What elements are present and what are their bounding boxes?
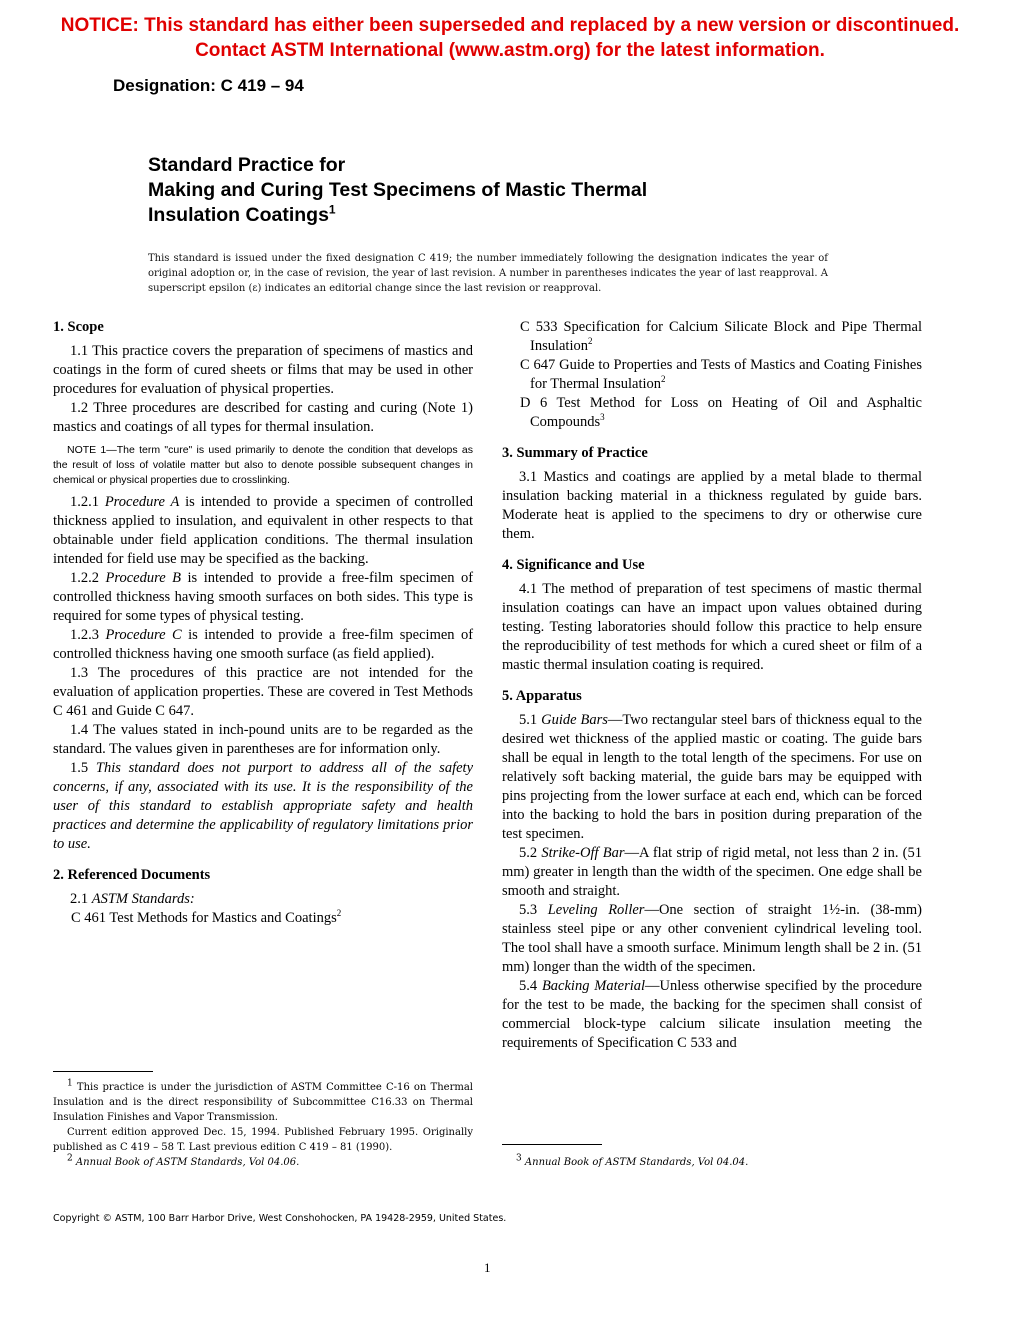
footnote-3: $^3$ Annual Book of ASTM Standards, Vol 04.04. bbox=[516, 1153, 749, 1168]
title-line-1: Standard Practice for bbox=[148, 154, 346, 176]
para-1-2: 1.2 Three procedures are described for casting and curing (Note 1) mastics and coatings of all types for thermal insulation. bbox=[53, 400, 473, 435]
para-1-1: 1.1 This practice covers the preparation of specimens of mastics and coatings in the form of cured sheets or films that may be used in other procedures for evaluation of physical properties. bbox=[53, 343, 473, 397]
para-1-2-3: 1.2.3 Procedure C is intended to provide a free-film specimen of controlled thickness having one smooth surface (as field applied). bbox=[53, 627, 474, 662]
para-2-1: 2.1 ASTM Standards: bbox=[70, 891, 195, 907]
title-footnote-mark: 1 bbox=[328, 202, 336, 217]
para-1-2-2: 1.2.2 Procedure B is intended to provide a free-film specimen of controlled thickness having smooth surfaces on both sides. This type is required for some types of physical testing. bbox=[53, 570, 474, 624]
para-1-4: 1.4 The values stated in inch-pound units are to be regarded as the standard. The values given in parentheses are for information only. bbox=[53, 722, 473, 757]
issued-note: This standard is issued under the fixed designation C 419; the number immediately following the designation indicates the year of original adoption or, in the case of revision, the year of last revision. A number in parentheses indicates the year of last reapproval. A superscript epsilon (ε) indicates an editorial change since the last revision or reapproval. bbox=[148, 253, 828, 294]
ref-d6: D 6 Test Method for Loss on Heating of Oil and Asphaltic Compounds$^3$ bbox=[520, 395, 922, 430]
left-column bbox=[53, 318, 473, 928]
ref-c461: C 461 Test Methods for Mastics and Coatings$^2$ bbox=[71, 908, 342, 926]
section-5-heading: 5. Apparatus bbox=[502, 688, 582, 704]
section-2-heading: 2. Referenced Documents bbox=[53, 867, 211, 883]
para-4-1: 4.1 The method of preparation of test specimens of mastic thermal insulation coatings can have an impact upon values obtained during testing. Testing laboratories should follow this practice to help ensure the reproducibility of test methods for which a cured sheet or film of a mastic thermal insulation coating is required. bbox=[502, 581, 922, 673]
footnotes-left bbox=[53, 1080, 473, 1170]
copyright: Copyright © ASTM, 100 Barr Harbor Drive, West Conshohocken, PA 19428-2959, United States. bbox=[53, 1213, 507, 1224]
title-line-2: Making and Curing Test Specimens of Mastic Thermal bbox=[148, 179, 648, 201]
section-3-heading: 3. Summary of Practice bbox=[502, 445, 648, 461]
note-1: NOTE 1—The term "cure" is used primarily to denote the condition that develops as the result of loss of volatile matter but also to denote possible subsequent changes in chemical or physical properties due to crosslinking. bbox=[53, 444, 473, 486]
para-3-1: 3.1 Mastics and coatings are applied by a metal blade to thermal insulation backing material in a thickness regulated by guide bars. Moderate heat is applied to the specimens to dry or otherwise cure them. bbox=[502, 469, 922, 542]
notice-line-1: NOTICE: This standard has either been superseded and replaced by a new version or discontinued. bbox=[60, 15, 960, 36]
para-1-3: 1.3 The procedures of this practice are not intended for the evaluation of application properties. These are covered in Test Methods C 461 and Guide C 647. bbox=[53, 665, 473, 719]
para-5-2: 5.2 Strike-Off Bar—A flat strip of rigid metal, not less than 2 in. (51 mm) greater in length than the width of the specimen. One edge shall be smooth and straight. bbox=[502, 845, 922, 899]
section-1-heading: 1. Scope bbox=[53, 319, 104, 335]
para-1-5: 1.5 This standard does not purport to address all of the safety concerns, if any, associated with its use. It is the responsibility of the user of this standard to establish appropriate safety and health practices and determine the applicability of regulatory limitations prior to use. bbox=[53, 760, 474, 852]
footnote-rule-left bbox=[53, 1071, 153, 1072]
footnote-2: $^2$ Annual Book of ASTM Standards, Vol 04.06. bbox=[67, 1153, 300, 1168]
para-5-3: 5.3 Leveling Roller—One section of straight 1½-in. (38-mm) stainless steel pipe or any other convenient cylindrical leveling tool. The tool shall have a smooth surface. Minimum length shall be 2 in. (51 mm) longer than the width of the specimen. bbox=[502, 902, 923, 975]
footnote-1: $^1$ This practice is under the jurisdiction of ASTM Committee C-16 on Thermal Insulation and is the direct responsibility of Subcommittee C16.33 on Thermal Insulation Finishes and Vapor Transmission. bbox=[53, 1078, 473, 1123]
designation: Designation: C 419 – 94 bbox=[113, 76, 304, 95]
section-4-heading: 4. Significance and Use bbox=[502, 557, 645, 573]
title-line-3: Insulation Coatings$^1$ bbox=[148, 202, 336, 226]
para-1-2-1: 1.2.1 Procedure A is intended to provide a specimen of controlled thickness applied to insulation, and equivalent in other respects to that obtainable under field application conditions. The thermal insulation intended for field use may be specified as the backing. bbox=[53, 494, 474, 567]
right-column bbox=[502, 318, 922, 1053]
page-number: 1 bbox=[484, 1260, 491, 1275]
notice-line-2: Contact ASTM International (www.astm.org) for the latest information. bbox=[195, 40, 825, 61]
footnote-1b: Current edition approved Dec. 15, 1994. Published February 1995. Originally published as C 419 – 58 T. Last previous edition C 419 – 81 (1990). bbox=[53, 1127, 473, 1153]
ref-c647: C 647 Guide to Properties and Tests of Mastics and Coating Finishes for Thermal Insulation$^2$ bbox=[520, 357, 922, 392]
footnotes-right bbox=[502, 1155, 922, 1170]
para-5-4: 5.4 Backing Material—Unless otherwise specified by the procedure for the test to be made, the backing for the specimen shall consist of commercial block-type calcium silicate insulation meeting the requirements of Specification C 533 and bbox=[502, 978, 922, 1051]
footnote-rule-right bbox=[502, 1144, 602, 1145]
ref-c533: C 533 Specification for Calcium Silicate Block and Pipe Thermal Insulation$^2$ bbox=[520, 319, 922, 354]
para-5-1: 5.1 Guide Bars—Two rectangular steel bars of thickness equal to the desired wet thickness of the applied mastic or coating. The guide bars shall be equal in length to the total length of the specimens. For use on relatively soft backing material, the guide bars may be equipped with pins projecting from the lower surface at each end, which can be forced into the backing to hold the bars in position during preparation of the test specimen. bbox=[502, 712, 922, 842]
